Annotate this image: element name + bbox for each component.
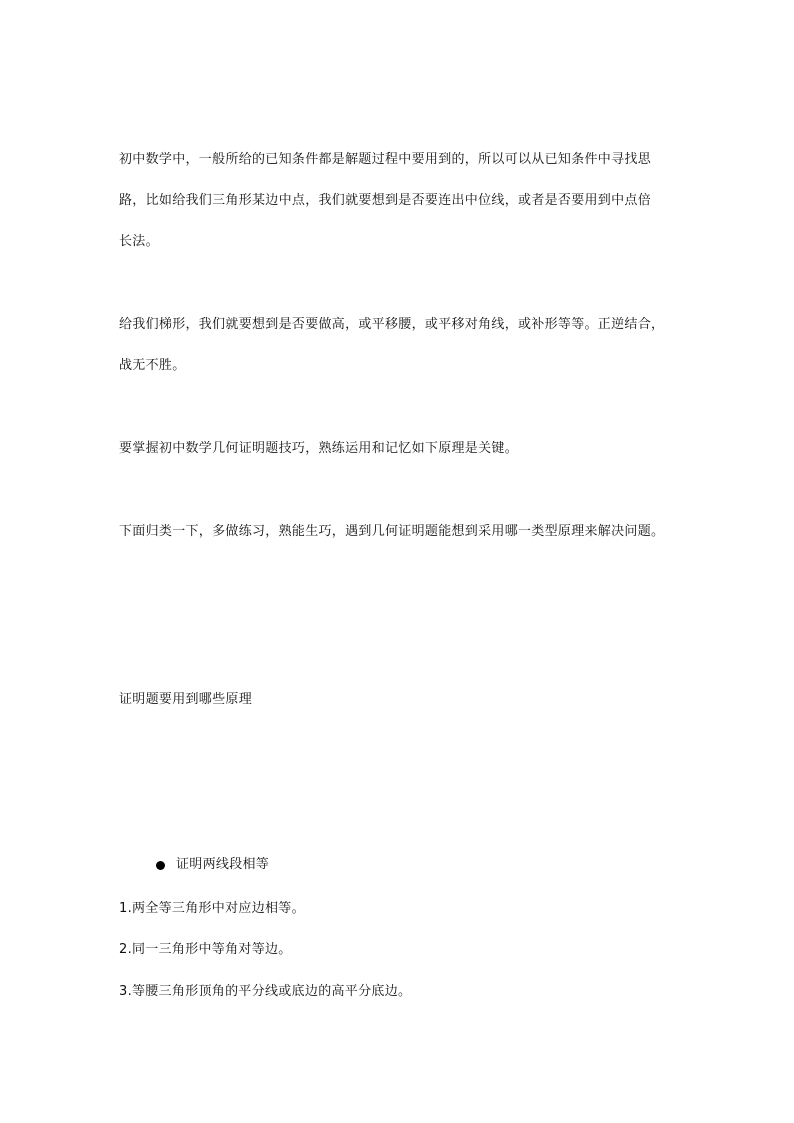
- bullet-item: [156, 856, 269, 874]
- paragraph-4: 下面归类一下，多做练习，熟能生巧，遇到几何证明题能想到采用哪一类型原理来解决问题。: [119, 524, 665, 539]
- list-item: 1.两全等三角形中对应边相等。: [119, 901, 305, 916]
- section-heading: 证明题要用到哪些原理: [119, 692, 253, 707]
- paragraph-2-line-1: 给我们梯形，我们就要想到是否要做高，或平移腰，或平移对角线，或补形等等。正逆结合，: [119, 317, 665, 332]
- paragraph-1-line-3: 长法。: [119, 234, 159, 249]
- paragraph-3: 要掌握初中数学几何证明题技巧，熟练运用和记忆如下原理是关键。: [119, 441, 519, 456]
- paragraph-2-line-2: 战无不胜。: [119, 358, 186, 373]
- list-item: 3.等腰三角形顶角的平分线或底边的高平分底边。: [119, 984, 412, 999]
- paragraph-1-line-2: 路，比如给我们三角形某边中点，我们就要想到是否要连出中位线，或者是否要用到中点倍: [119, 193, 652, 208]
- paragraph-1-line-1: 初中数学中，一般所给的已知条件都是解题过程中要用到的，所以可以从已知条件中寻找思: [119, 152, 652, 167]
- list-item: 2.同一三角形中等角对等边。: [119, 942, 292, 957]
- bullet-text: 证明两线段相等: [176, 857, 270, 872]
- filled-circle-icon: [156, 861, 165, 870]
